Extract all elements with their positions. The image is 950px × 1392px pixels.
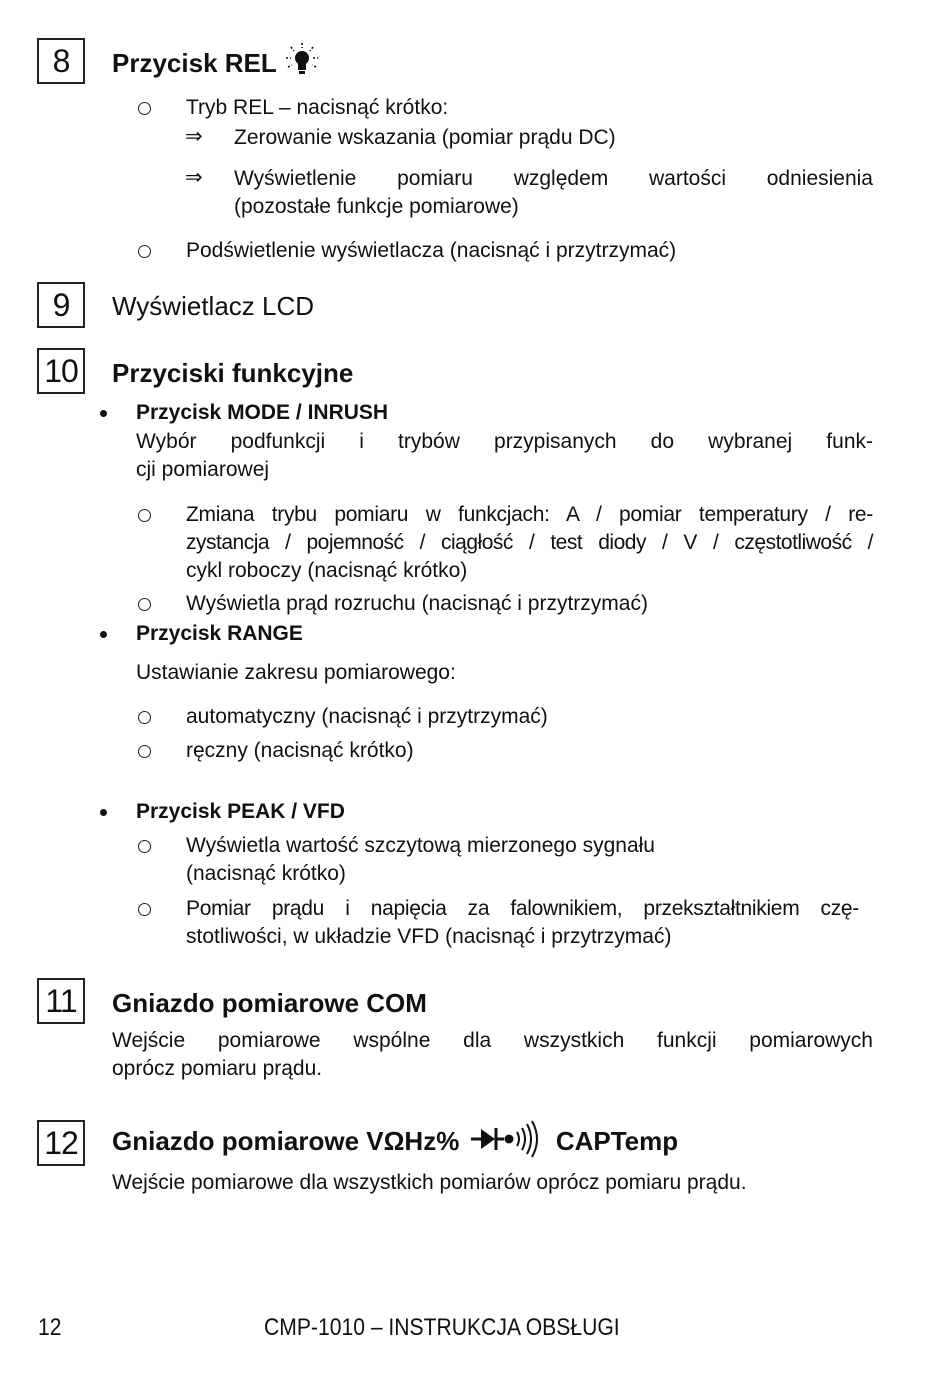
range-auto-text: automatyczny (nacisnąć i przytrzymać): [186, 705, 548, 728]
dot-bullet: [100, 410, 107, 417]
section-number-8: 8: [37, 38, 85, 84]
dot-bullet: [100, 809, 107, 816]
section-title-lcd: Wyświetlacz LCD: [112, 291, 315, 321]
section-number-10: 10: [37, 348, 85, 394]
rel-mode-text: Tryb REL – nacisnąć krótko:: [186, 96, 449, 119]
relative-text-line1: Wyświetlenie pomiaru względem wartości odniesienia: [234, 167, 873, 190]
section-title-rel: [112, 48, 320, 79]
circle-bullet: [138, 598, 151, 611]
vfd-text-line2: stotliwości, w układzie VFD (nacisnąć i przytrzymać): [186, 925, 672, 948]
circle-bullet: [138, 745, 151, 758]
diode-continuity-icon: [471, 1119, 547, 1159]
peak-text-line1: Wyświetla wartość szczytową mierzonego sygnału: [186, 834, 655, 857]
section-title-com-socket: Gniazdo pomiarowe COM: [112, 988, 427, 1018]
mode-change-line1: Zmiana trybu pomiaru w funkcjach: A / pomiar temperatury / re-: [186, 503, 873, 526]
section-number-12: 12: [37, 1120, 85, 1166]
range-manual-text: ręczny (nacisnąć krótko): [186, 739, 414, 762]
range-button-title: Przycisk RANGE: [136, 622, 303, 645]
vfd-text-line1: Pomiar prądu i napięcia za falownikiem, przekształtnikiem czę-: [186, 897, 859, 920]
circle-bullet: [138, 903, 151, 916]
circle-bullet: [138, 509, 151, 522]
com-desc-line2: oprócz pomiaru prądu.: [112, 1057, 323, 1080]
section-title-v-socket: [112, 1126, 678, 1159]
page-number: 12: [38, 1314, 62, 1341]
circle-bullet: [138, 840, 151, 853]
circle-bullet: [138, 245, 151, 258]
circle-bullet: [138, 711, 151, 724]
mode-change-line3: cykl roboczy (nacisnąć krótko): [186, 559, 468, 582]
section-title-function-buttons: Przyciski funkcyjne: [112, 358, 354, 388]
section-number-11: 11: [37, 978, 85, 1024]
peak-text-line2: (nacisnąć krótko): [186, 862, 346, 885]
v-socket-desc: Wejście pomiarowe dla wszystkich pomiarów oprócz pomiaru prądu.: [112, 1171, 747, 1194]
relative-text-line2: (pozostałe funkcje pomiarowe): [234, 195, 519, 218]
backlight-text: Podświetlenie wyświetlacza (nacisnąć i przytrzymać): [186, 239, 677, 262]
circle-bullet: [138, 102, 151, 115]
mode-change-line2: zystancja / pojemność / ciągłość / test diody / V / częstotliwość /: [186, 531, 873, 554]
zeroing-text: Zerowanie wskazania (pomiar prądu DC): [234, 126, 616, 149]
implies-arrow: ⇒: [185, 166, 203, 189]
implies-arrow: ⇒: [185, 125, 203, 148]
com-desc-line1: Wejście pomiarowe wspólne dla wszystkich funkcji pomiarowych: [112, 1029, 873, 1052]
rel-title-text: Przycisk REL: [112, 48, 277, 78]
lightbulb-icon: [284, 42, 320, 78]
section-number-9: 9: [37, 282, 85, 328]
peak-button-title: Przycisk PEAK / VFD: [136, 800, 345, 823]
document-title: CMP-1010 – INSTRUKCJA OBSŁUGI: [264, 1314, 620, 1341]
range-desc: Ustawianie zakresu pomiarowego:: [136, 661, 456, 684]
mode-button-title: Przycisk MODE / INRUSH: [136, 401, 389, 424]
inrush-text: Wyświetla prąd rozruchu (nacisnąć i przytrzymać): [186, 592, 648, 615]
dot-bullet: [100, 631, 107, 638]
v-socket-title-prefix: Gniazdo pomiarowe VΩHz%: [112, 1126, 460, 1156]
mode-desc-line2: cji pomiarowej: [136, 458, 270, 481]
mode-desc-line1: Wybór podfunkcji i trybów przypisanych do wybranej funk-: [136, 430, 873, 453]
v-socket-title-suffix: CAPTemp: [555, 1126, 679, 1156]
